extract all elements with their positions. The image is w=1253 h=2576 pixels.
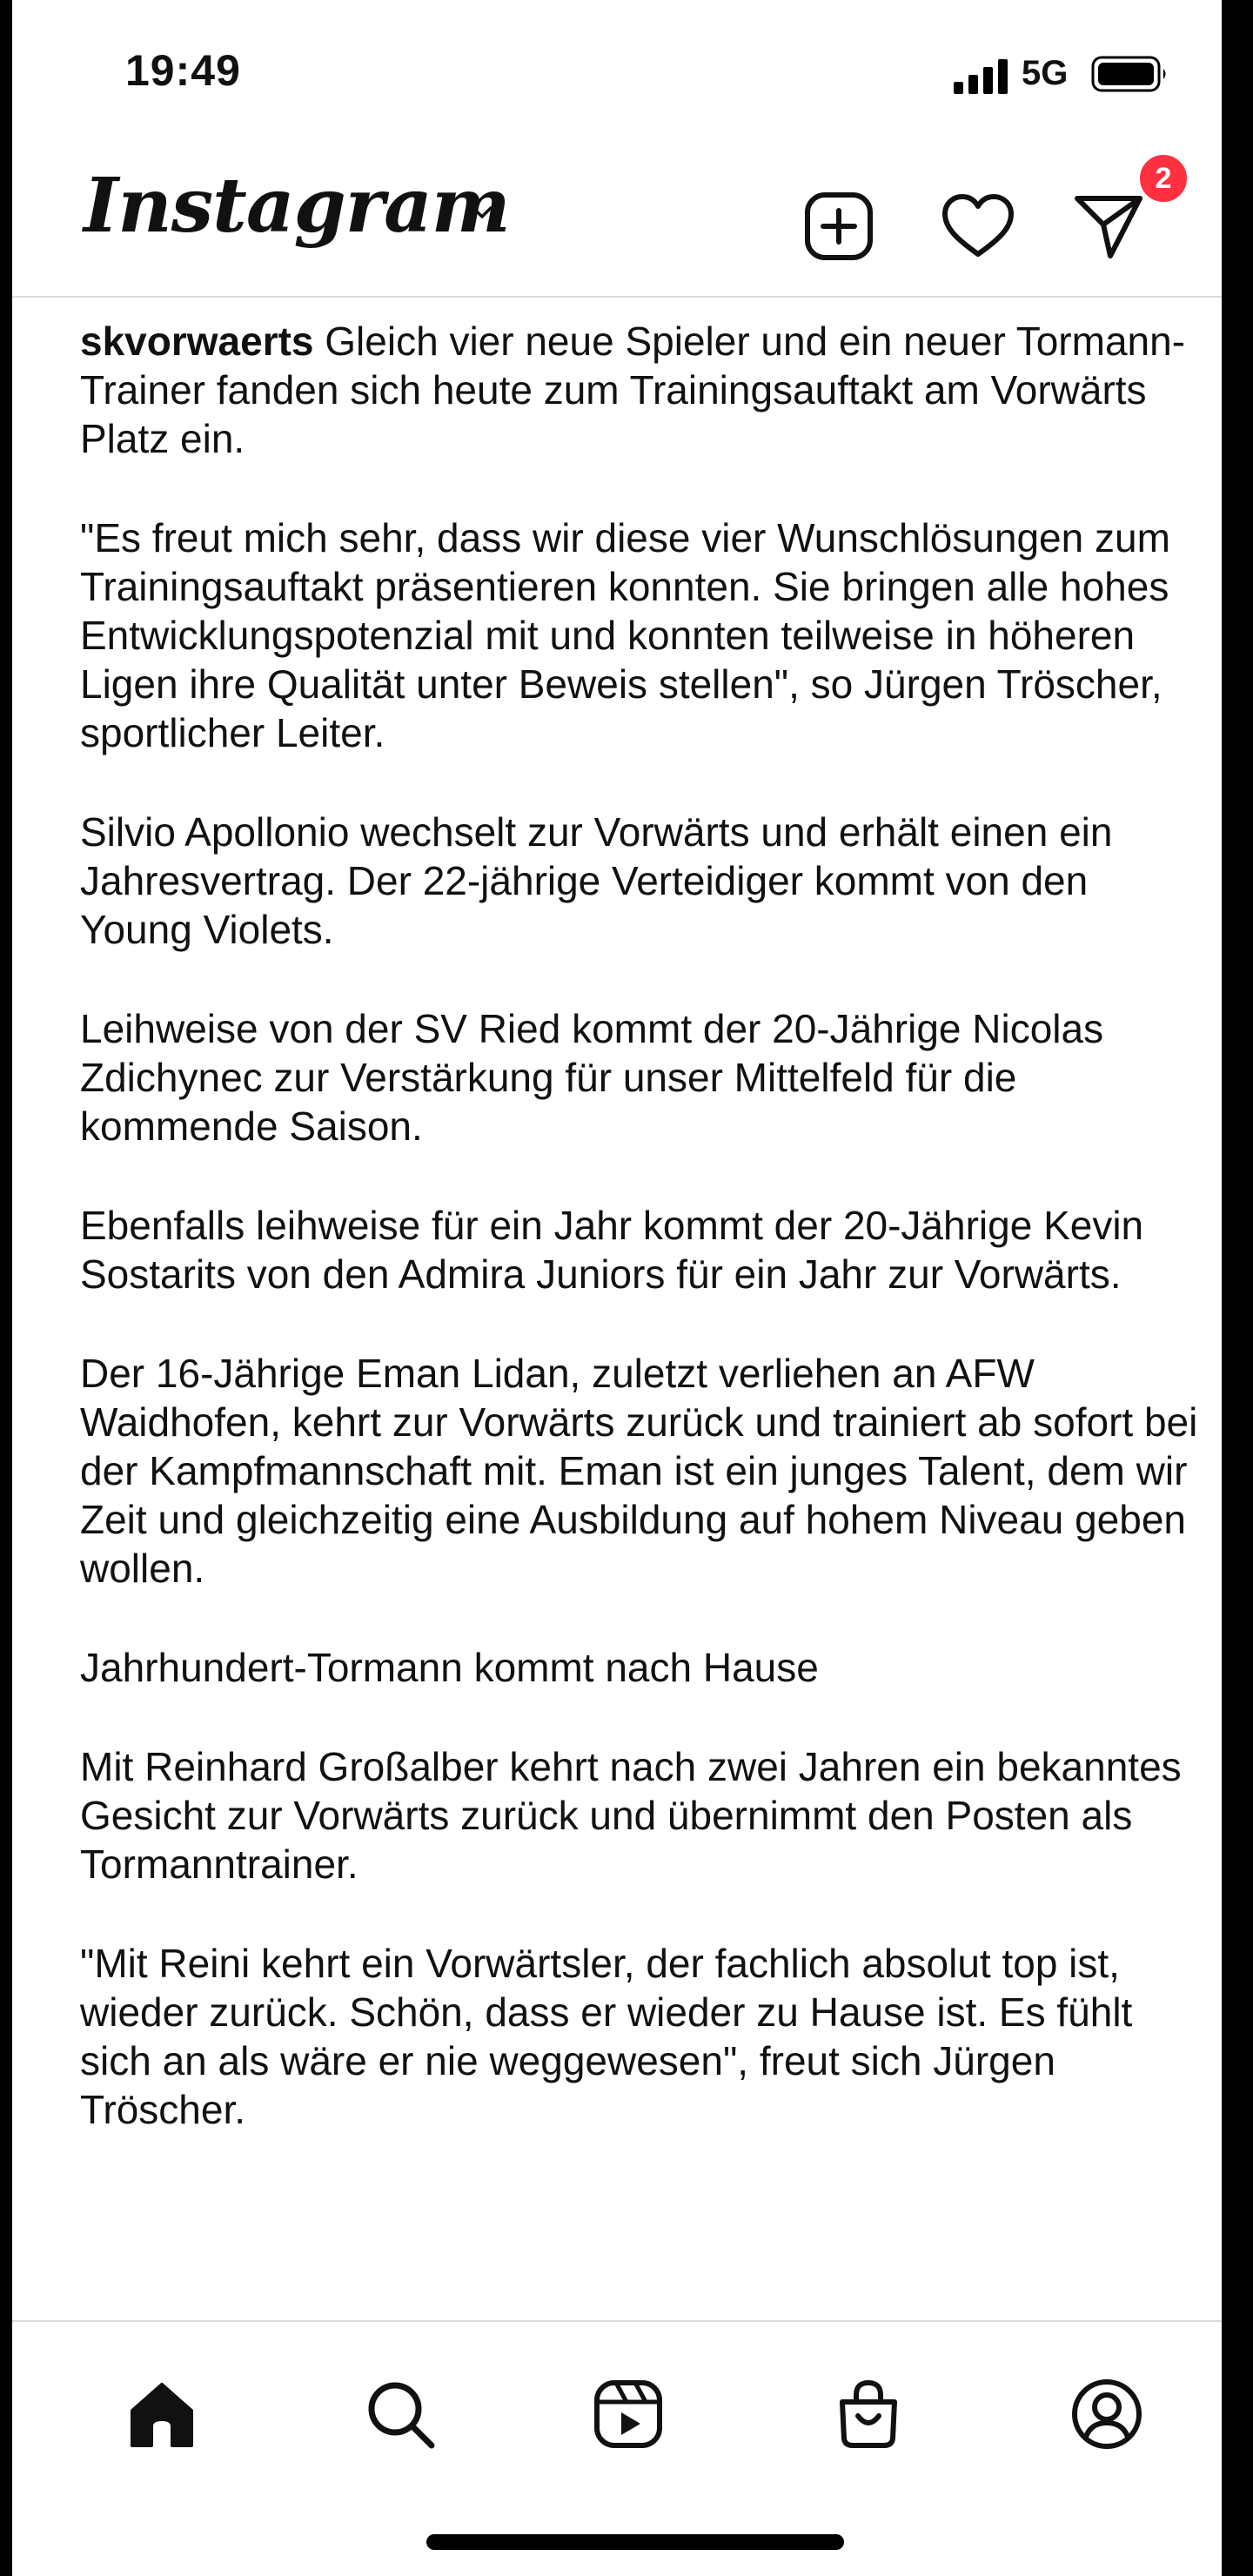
instagram-logo[interactable]: Instagram <box>84 162 510 250</box>
network-type: 5G <box>1022 54 1069 92</box>
home-icon <box>125 2378 198 2451</box>
reels-icon <box>592 2378 665 2451</box>
direct-messages-button[interactable] <box>1065 183 1152 270</box>
nav-profile[interactable] <box>1063 2371 1150 2458</box>
caption-paragraph: Silvio Apollonio wechselt zur Vorwärts und erhält einen ein Jahresvertrag. Der 22-jährige Verteidiger kommt von den Young Violets. <box>80 809 1113 952</box>
caption-paragraph: Jahrhundert-Tormann kommt nach Hause <box>80 1645 819 1690</box>
bottom-nav <box>12 2320 1222 2479</box>
app-header <box>12 157 1222 298</box>
post-username[interactable]: skvorwaerts <box>80 319 314 364</box>
caption-paragraph <box>80 317 1203 463</box>
heart-icon <box>940 191 1016 261</box>
create-post-icon <box>802 190 875 263</box>
post-caption <box>80 317 1203 2184</box>
caption-paragraph: Leihweise von der SV Ried kommt der 20-Jährige Nicolas Zdichynec zur Verstärkung für unser Mittelfeld für die kommende Saison. <box>80 1006 1104 1149</box>
shop-icon <box>832 2378 905 2451</box>
caption-text: Gleich vier neue Spieler und ein neuer Tormann-Trainer fanden sich heute zum Trainingsauftakt am Vorwärts Platz ein. <box>80 319 1186 461</box>
status-bar <box>12 0 1222 157</box>
caption-paragraph: "Mit Reini kehrt ein Vorwärtsler, der fachlich absolut top ist, wieder zurück. Schön, dass er wieder zu Hause ist. Es fühlt sich an als wäre er nie weggewesen", freut sich Jürgen Tröscher. <box>80 1941 1133 2132</box>
caption-paragraph: Mit Reinhard Großalber kehrt nach zwei Jahren ein bekanntes Gesicht zur Vorwärts zurück und übernimmt den Posten als Tormanntrainer. <box>80 1744 1182 1887</box>
notifications-button[interactable] <box>935 183 1022 270</box>
caption-paragraph: "Es freut mich sehr, dass wir diese vier Wunschlösungen zum Trainingsauftakt präsentieren konnten. Sie bringen alle hohes Entwicklungspotenzial mit und konnten teilweise in höheren Ligen ihre Qualität unter Beweis stellen", so Jürgen Tröscher, sportlicher Leiter. <box>80 515 1170 755</box>
nav-search[interactable] <box>357 2371 444 2458</box>
profile-icon <box>1070 2378 1143 2451</box>
nav-reels[interactable] <box>585 2371 672 2458</box>
battery-icon <box>1091 56 1169 92</box>
direct-messages-icon <box>1072 190 1145 263</box>
nav-home[interactable] <box>118 2371 205 2458</box>
search-icon <box>364 2378 437 2451</box>
create-post-button[interactable] <box>795 183 882 270</box>
chevron-down-icon[interactable] <box>465 195 499 230</box>
messages-badge: 2 <box>1136 151 1190 205</box>
instagram-screen <box>12 0 1222 2576</box>
home-indicator[interactable] <box>426 2534 844 2550</box>
caption-paragraph: Ebenfalls leihweise für ein Jahr kommt der 20-Jährige Kevin Sostarits von den Admira Juniors für ein Jahr zur Vorwärts. <box>80 1203 1144 1297</box>
nav-shop[interactable] <box>825 2371 912 2458</box>
status-time: 19:49 <box>125 46 241 95</box>
signal-icon <box>954 59 1008 94</box>
caption-paragraph: Der 16-Jährige Eman Lidan, zuletzt verliehen an AFW Waidhofen, kehrt zur Vorwärts zurück und trainiert ab sofort bei der Kampfmannschaft mit. Eman ist ein junges Talent, dem wir Zeit und gleichzeitig eine Ausbildung auf hohem Niveau geben wollen. <box>80 1351 1198 1591</box>
